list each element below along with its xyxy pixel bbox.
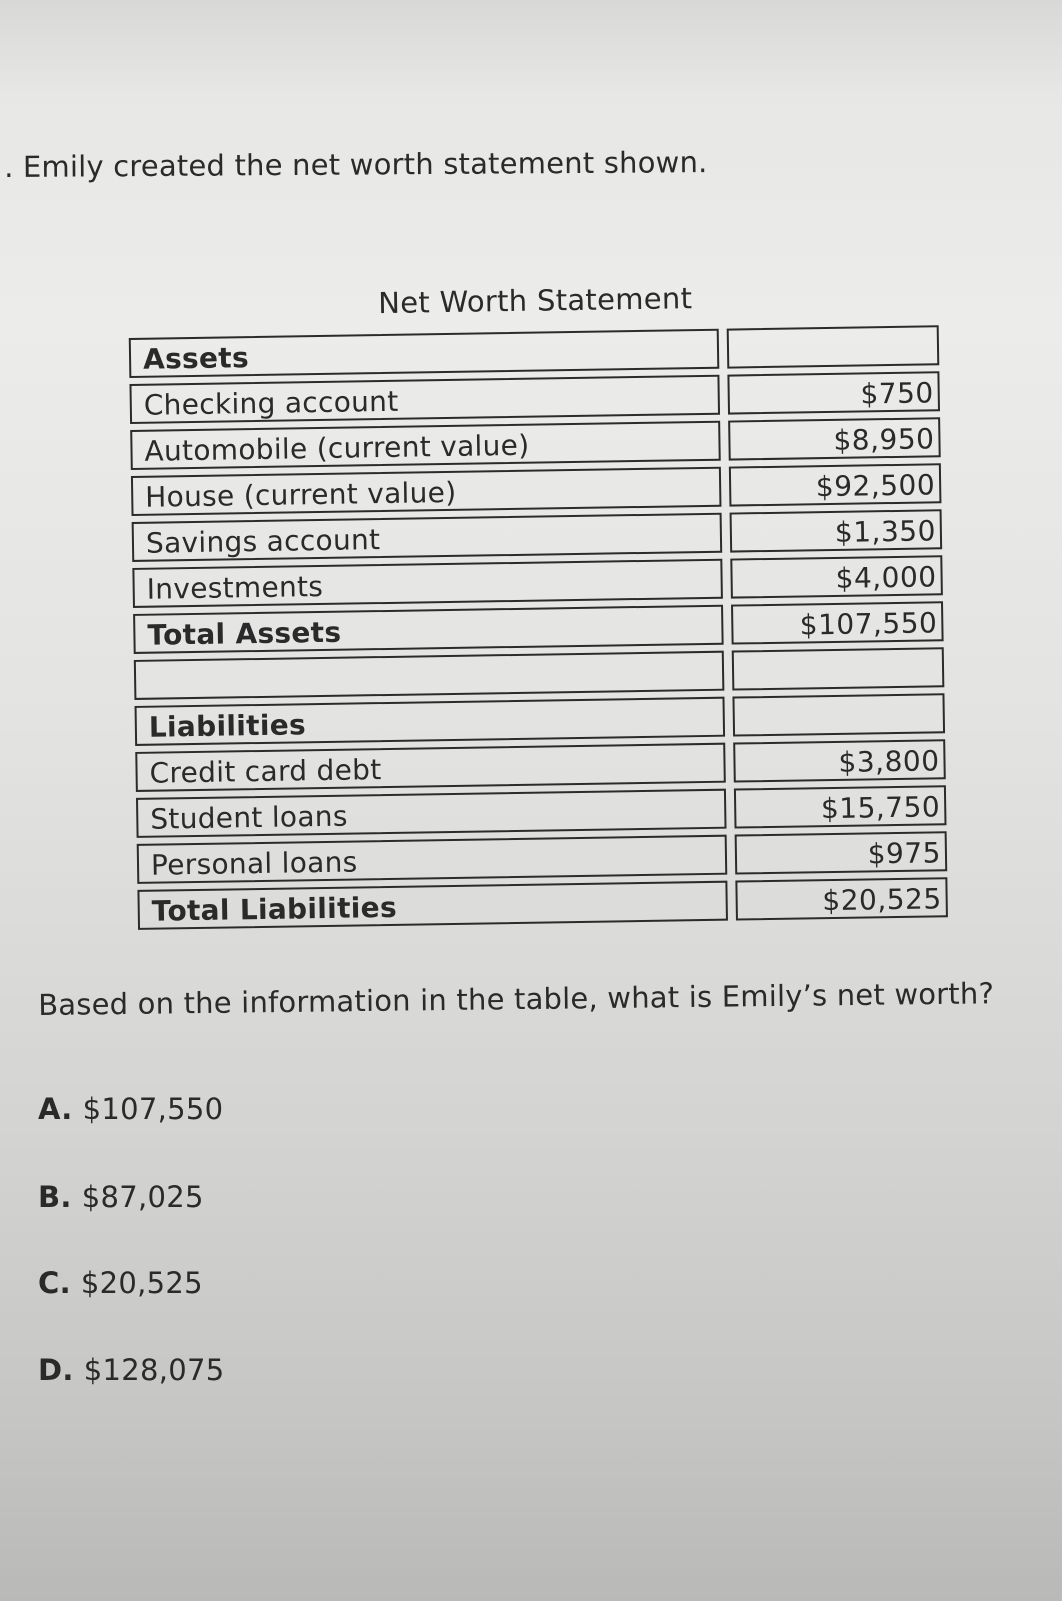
question-text: Based on the information in the table, what is Emily’s net worth?	[38, 976, 995, 1022]
choice-text: $128,075	[83, 1353, 225, 1387]
row-value	[732, 693, 945, 736]
problem-prompt: . Emily created the net worth statement shown.	[4, 145, 708, 184]
row-label: Credit card debt	[135, 743, 726, 792]
choice-letter: C.	[38, 1266, 71, 1300]
row-value	[732, 647, 945, 690]
choice-letter: A.	[38, 1092, 73, 1126]
row-value: $8,950	[728, 417, 941, 460]
row-label: Total Assets	[133, 605, 724, 654]
row-label: Investments	[132, 559, 723, 608]
table-body	[129, 325, 971, 928]
row-label: Liabilities	[135, 697, 726, 746]
row-label: Assets	[129, 329, 720, 378]
row-value: $4,000	[730, 555, 943, 598]
row-value: $1,350	[730, 509, 943, 552]
choice-letter: D.	[38, 1353, 74, 1387]
row-label: Personal loans	[137, 835, 728, 884]
row-value	[727, 325, 940, 368]
row-value: $20,525	[735, 877, 948, 920]
row-label: Savings account	[132, 513, 723, 562]
row-value: $107,550	[731, 601, 944, 644]
table-title: Net Worth Statement	[377, 281, 693, 321]
net-worth-table	[128, 277, 970, 928]
row-label: Checking account	[129, 375, 720, 424]
answer-choice-a[interactable]	[38, 1092, 223, 1126]
row-value: $750	[727, 371, 940, 414]
row-value: $92,500	[729, 463, 942, 506]
row-label: House (current value)	[131, 467, 722, 516]
row-label: Student loans	[136, 789, 727, 838]
row-label	[134, 651, 725, 700]
answer-choice-d[interactable]	[38, 1353, 224, 1387]
row-label: Total Liabilities	[137, 881, 728, 930]
answer-choice-c[interactable]	[38, 1266, 203, 1300]
row-value: $3,800	[733, 739, 946, 782]
answer-choice-b[interactable]	[38, 1180, 204, 1214]
row-label: Automobile (current value)	[130, 421, 721, 470]
row-value: $15,750	[734, 785, 947, 828]
choice-text: $20,525	[80, 1266, 203, 1300]
choice-text: $107,550	[82, 1092, 224, 1126]
choice-letter: B.	[38, 1180, 72, 1214]
choice-text: $87,025	[81, 1180, 204, 1214]
row-value: $975	[735, 831, 948, 874]
